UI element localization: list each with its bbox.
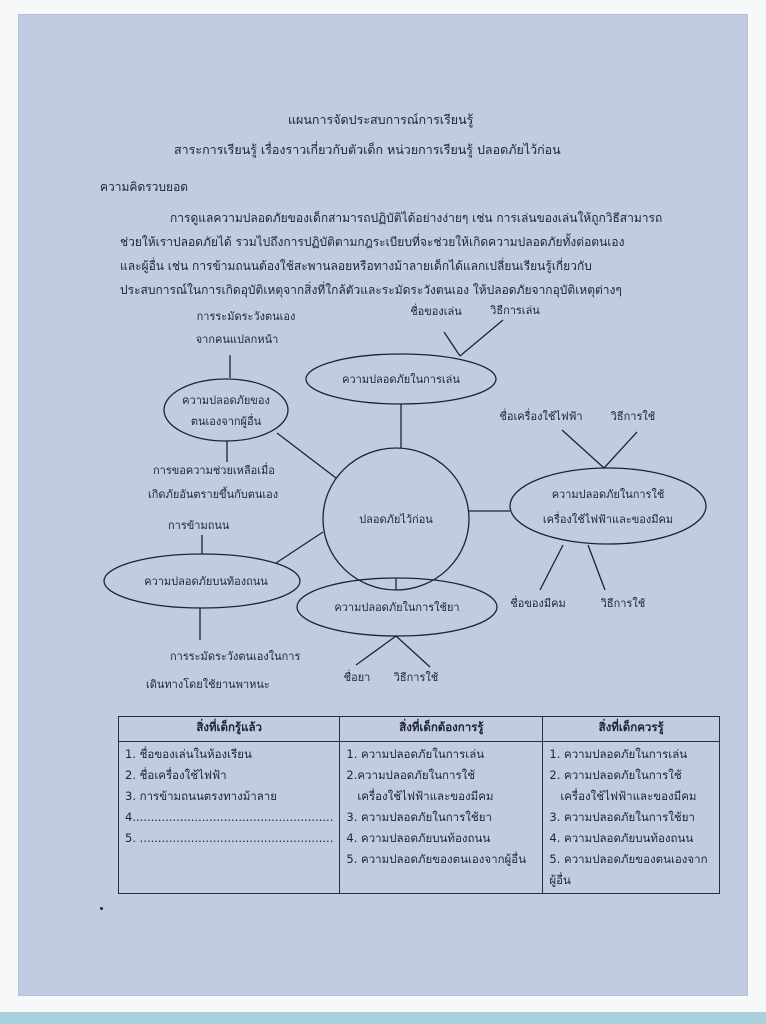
appliance-node-label: ความปลอดภัยในการใช้ <box>551 488 665 501</box>
table-row <box>119 742 720 894</box>
others-node-label: ตนเองจากผู้อื่น <box>190 415 262 428</box>
connector <box>604 432 637 468</box>
road-leaf: การระมัดระวังตนเองในการ <box>170 650 301 663</box>
road-leaf: การข้ามถนน <box>168 519 230 532</box>
medicine-leaf: ชื่อยา <box>343 671 371 684</box>
list-item: 3. ความปลอดภัยในการใช้ยา <box>346 810 492 824</box>
connector <box>276 532 323 563</box>
list-item: 5. ความปลอดภัยของตนเองจากผู้อื่น <box>549 852 708 887</box>
document-subtitle: สาระการเรียนรู้ เรื่องราวเกี่ยวกับตัวเด็ก หน่วยการเรียนรู้ ปลอดภัยไว้ก่อน <box>174 142 561 157</box>
list-item: 4. ความปลอดภัยบนท้องถนน <box>346 831 491 845</box>
knowledge-table <box>118 716 720 894</box>
road-node-label: ความปลอดภัยบนท้องถนน <box>144 575 268 588</box>
appliance-leaf: ชื่อของมีคม <box>510 597 566 610</box>
section-heading: ความคิดรวบยอด <box>100 180 189 194</box>
connector <box>588 545 605 590</box>
paragraph-line: ช่วยให้เราปลอดภัยได้ รวมไปถึงการปฏิบัติตามกฎระเบียบที่จะช่วยให้เกิดความปลอดภัยทั้งต่อตนเอง <box>120 235 625 249</box>
play-leaf: ชื่อของเล่น <box>410 305 462 318</box>
connector <box>356 636 396 665</box>
appliance-leaf: วิธีการใช้ <box>600 597 646 610</box>
list-item: เครื่องใช้ไฟฟ้าและของมีคม <box>346 789 494 803</box>
list-item: 3. การข้ามถนนตรงทางม้าลาย <box>125 789 278 803</box>
medicine-node-label: ความปลอดภัยในการใช้ยา <box>334 601 460 614</box>
table-header-known: สิ่งที่เด็กรู้แล้ว <box>119 717 340 742</box>
play-node-label: ความปลอดภัยในการเล่น <box>342 373 460 386</box>
table-header-should: สิ่งที่เด็กควรรู้ <box>543 717 720 742</box>
list-item: 2. ชื่อเครื่องใช้ไฟฟ้า <box>125 768 227 782</box>
table-cell-want <box>340 742 543 894</box>
list-item: 4. ความปลอดภัยบนท้องถนน <box>549 831 694 845</box>
document-title: แผนการจัดประสบการณ์การเรียนรู้ <box>288 112 474 127</box>
bottom-band <box>0 1012 766 1024</box>
connector <box>396 636 430 667</box>
list-item: 2. ความปลอดภัยในการใช้ <box>549 768 682 782</box>
list-item: 4....................................................... <box>125 810 334 824</box>
table-header-row <box>119 717 720 742</box>
road-leaf: เดินทางโดยใช้ยานพาหนะ <box>146 678 270 691</box>
others-leaf: การขอความช่วยเหลือเมื่อ <box>153 464 275 477</box>
connector <box>444 332 460 356</box>
appliance-leaf: ชื่อเครื่องใช้ไฟฟ้า <box>499 410 583 423</box>
appliance-leaf: วิธีการใช้ <box>610 410 656 423</box>
others-node-shape <box>164 379 288 441</box>
list-item: 1. ความปลอดภัยในการเล่น <box>549 747 688 761</box>
table-cell-should <box>543 742 720 894</box>
list-item: 1. ความปลอดภัยในการเล่น <box>346 747 485 761</box>
list-item: 5. ..................................................... <box>125 831 334 845</box>
list-item: เครื่องใช้ไฟฟ้าและของมีคม <box>549 789 697 803</box>
connector <box>460 320 503 356</box>
connector <box>540 545 563 590</box>
list-item: 5. ความปลอดภัยของตนเองจากผู้อื่น <box>346 852 527 866</box>
medicine-leaf: วิธีการใช้ <box>393 671 439 684</box>
connector <box>562 430 604 468</box>
appliance-node-label: เครื่องใช้ไฟฟ้าและของมีคม <box>542 513 674 526</box>
stray-mark <box>100 907 103 910</box>
table-header-want: สิ่งที่เด็กต้องการรู้ <box>340 717 543 742</box>
center-node-label: ปลอดภัยไว้ก่อน <box>359 513 433 526</box>
connector <box>277 433 336 478</box>
others-node-label: ความปลอดภัยของ <box>182 394 270 407</box>
others-leaf: การระมัดระวังตนเอง <box>196 310 296 323</box>
play-leaf: วิธีการเล่น <box>490 304 540 317</box>
appliance-node-shape <box>510 468 706 544</box>
paragraph-line: การดูแลความปลอดภัยของเด็กสามารถปฏิบัติได้อย่างง่ายๆ เช่น การเล่นของเล่นให้ถูกวิธีสามารถ <box>170 211 663 225</box>
paragraph-line: และผู้อื่น เช่น การข้ามถนนต้องใช้สะพานลอยหรือทางม้าลายเด็กได้แลกเปลี่ยนเรียนรู้เกี่ยวกับ <box>120 259 592 273</box>
list-item: 3. ความปลอดภัยในการใช้ยา <box>549 810 695 824</box>
paragraph-line: ประสบการณ์ในการเกิดอุบัติเหตุจากสิ่งที่ใกล้ตัวและระมัดระวังตนเอง ให้ปลอดภัยจากอุบัติเหตุต่างๆ <box>120 283 622 297</box>
list-item: 1. ชื่อของเล่นในห้องเรียน <box>125 747 252 761</box>
table-cell-known <box>119 742 340 894</box>
others-leaf: เกิดภัยอันตรายขึ้นกับตนเอง <box>148 488 279 501</box>
others-leaf: จากคนแปลกหน้า <box>195 333 279 346</box>
list-item: 2.ความปลอดภัยในการใช้ <box>346 768 476 782</box>
